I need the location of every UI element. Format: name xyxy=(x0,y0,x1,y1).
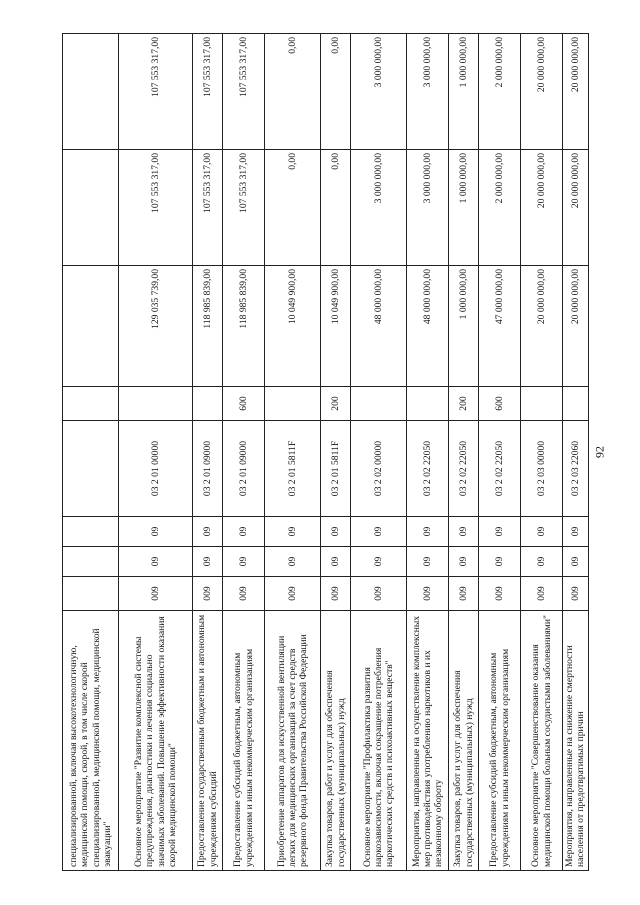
expense-type-code: 600 xyxy=(479,387,521,421)
section-code: 09 xyxy=(265,547,321,577)
target-article-code: 03 2 03 00000 xyxy=(521,421,563,517)
row-name: Предоставление субсидий бюджетным, автономным учреждениям и иным некоммерческим организациям xyxy=(223,611,265,871)
amount-year-1: 10 049 900,00 xyxy=(265,266,321,387)
target-article-code: 03 2 01 09000 xyxy=(223,421,265,517)
amount-year-3: 2 000 000,00 xyxy=(479,34,521,150)
table-row xyxy=(223,34,265,871)
amount-year-3: 107 553 317,00 xyxy=(119,34,193,150)
amount-year-2: 2 000 000,00 xyxy=(479,150,521,266)
target-article-code: 03 2 02 22050 xyxy=(407,421,449,517)
section-code: 09 xyxy=(119,547,193,577)
subsection-code: 09 xyxy=(119,517,193,547)
subsection-code: 09 xyxy=(407,517,449,547)
row-name: Закупка товаров, работ и услуг для обеспечения государственных (муниципальных) нужд xyxy=(321,611,351,871)
amount-year-2: 1 000 000,00 xyxy=(449,150,479,266)
amount-year-3: 107 553 317,00 xyxy=(193,34,223,150)
ministry-code: 009 xyxy=(479,577,521,611)
amount-year-2: 20 000 000,00 xyxy=(563,150,589,266)
amount-year-2: 3 000 000,00 xyxy=(407,150,449,266)
page-number: 92 xyxy=(592,446,607,458)
expense-type-code: 600 xyxy=(223,387,265,421)
row-name: Предоставление государственным бюджетным и автономным учреждениям субсидий xyxy=(193,611,223,871)
expense-type-code: 200 xyxy=(449,387,479,421)
amount-year-3: 3 000 000,00 xyxy=(351,34,407,150)
row-name: Закупка товаров, работ и услуг для обеспечения государственных (муниципальных) нужд xyxy=(449,611,479,871)
rotated-table-frame xyxy=(62,34,587,871)
target-article-code: 03 2 01 5811F xyxy=(265,421,321,517)
amount-year-3: 0,00 xyxy=(265,34,321,150)
table-row xyxy=(119,34,193,871)
expense-type-code: 200 xyxy=(321,387,351,421)
table-row xyxy=(563,34,589,871)
table-row xyxy=(63,34,119,871)
row-name: Основное мероприятие "Развитие комплексной системы предупреждения, диагностики и лечения социально значимых заболеваний. Повышение эффективности оказания скорой медицинской помощи" xyxy=(119,611,193,871)
amount-year-2: 0,00 xyxy=(321,150,351,266)
expense-type-code xyxy=(351,387,407,421)
target-article-code: 03 2 02 22050 xyxy=(479,421,521,517)
subsection-code: 09 xyxy=(563,517,589,547)
expense-type-code xyxy=(563,387,589,421)
section-code: 09 xyxy=(479,547,521,577)
amount-year-1: 20 000 000,00 xyxy=(563,266,589,387)
expense-type-code xyxy=(265,387,321,421)
amount-year-3 xyxy=(63,34,119,150)
ministry-code: 009 xyxy=(351,577,407,611)
expense-type-code xyxy=(63,387,119,421)
row-name: Основное мероприятие "Совершенствование оказания медицинской помощи больным сосудистыми заболеваниями" xyxy=(521,611,563,871)
amount-year-2: 20 000 000,00 xyxy=(521,150,563,266)
subsection-code: 09 xyxy=(223,517,265,547)
ministry-code: 009 xyxy=(407,577,449,611)
target-article-code: 03 2 01 00000 xyxy=(119,421,193,517)
row-name: Мероприятия, направленные на осуществление комплексных мер противодействия употреблению наркотиков и их незаконному обороту xyxy=(407,611,449,871)
amount-year-1: 129 035 739,00 xyxy=(119,266,193,387)
amount-year-2: 107 553 317,00 xyxy=(193,150,223,266)
row-name: специализированной, включая высокотехнологичную, медицинской помощи, скорой, в том числе скорой специализированной, медицинской помощи, медицинской эвакуации" xyxy=(63,611,119,871)
ministry-code: 009 xyxy=(563,577,589,611)
amount-year-3: 20 000 000,00 xyxy=(563,34,589,150)
amount-year-2: 0,00 xyxy=(265,150,321,266)
section-code: 09 xyxy=(563,547,589,577)
expense-type-code xyxy=(119,387,193,421)
table-row xyxy=(265,34,321,871)
ministry-code: 009 xyxy=(265,577,321,611)
amount-year-1 xyxy=(63,266,119,387)
target-article-code xyxy=(63,421,119,517)
table-row xyxy=(351,34,407,871)
section-code: 09 xyxy=(321,547,351,577)
section-code: 09 xyxy=(521,547,563,577)
amount-year-1: 47 000 000,00 xyxy=(479,266,521,387)
amount-year-1: 118 985 839,00 xyxy=(193,266,223,387)
row-name: Приобретение аппаратов для искусственной вентиляции легких для медицинских организаций за счет средств резервного фонда Правительства Российской Федерации xyxy=(265,611,321,871)
ministry-code: 009 xyxy=(193,577,223,611)
subsection-code: 09 xyxy=(351,517,407,547)
target-article-code: 03 2 01 5811F xyxy=(321,421,351,517)
ministry-code xyxy=(63,577,119,611)
subsection-code: 09 xyxy=(449,517,479,547)
table-body xyxy=(63,34,589,871)
amount-year-1: 10 049 900,00 xyxy=(321,266,351,387)
subsection-code: 09 xyxy=(479,517,521,547)
amount-year-2: 107 553 317,00 xyxy=(119,150,193,266)
amount-year-1: 118 985 839,00 xyxy=(223,266,265,387)
budget-table xyxy=(62,33,589,871)
amount-year-1: 48 000 000,00 xyxy=(407,266,449,387)
subsection-code: 09 xyxy=(521,517,563,547)
row-name: Мероприятия, направленные на снижение смертности населения от предотвратимых причин xyxy=(563,611,589,871)
table-row xyxy=(479,34,521,871)
amount-year-3: 107 553 317,00 xyxy=(223,34,265,150)
row-name: Основное мероприятие "Профилактика развития наркозависимости, включая сокращение потребления наркотических средств и психоактивных веществ" xyxy=(351,611,407,871)
subsection-code: 09 xyxy=(321,517,351,547)
amount-year-2: 3 000 000,00 xyxy=(351,150,407,266)
amount-year-1: 1 000 000,00 xyxy=(449,266,479,387)
table-row xyxy=(193,34,223,871)
section-code: 09 xyxy=(407,547,449,577)
subsection-code: 09 xyxy=(193,517,223,547)
table-row xyxy=(321,34,351,871)
target-article-code: 03 2 03 22060 xyxy=(563,421,589,517)
amount-year-3: 1 000 000,00 xyxy=(449,34,479,150)
table-row xyxy=(407,34,449,871)
expense-type-code xyxy=(521,387,563,421)
amount-year-3: 20 000 000,00 xyxy=(521,34,563,150)
target-article-code: 03 2 02 22050 xyxy=(449,421,479,517)
ministry-code: 009 xyxy=(223,577,265,611)
target-article-code: 03 2 01 09000 xyxy=(193,421,223,517)
row-name: Предоставление субсидий бюджетным, автономным учреждениям и иным некоммерческим организациям xyxy=(479,611,521,871)
section-code: 09 xyxy=(193,547,223,577)
expense-type-code xyxy=(407,387,449,421)
expense-type-code xyxy=(193,387,223,421)
section-code: 09 xyxy=(449,547,479,577)
amount-year-2: 107 553 317,00 xyxy=(223,150,265,266)
subsection-code: 09 xyxy=(265,517,321,547)
budget-table-container xyxy=(62,34,587,871)
ministry-code: 009 xyxy=(521,577,563,611)
ministry-code: 009 xyxy=(449,577,479,611)
ministry-code: 009 xyxy=(321,577,351,611)
table-row xyxy=(521,34,563,871)
section-code: 09 xyxy=(223,547,265,577)
amount-year-3: 0,00 xyxy=(321,34,351,150)
subsection-code xyxy=(63,517,119,547)
ministry-code: 009 xyxy=(119,577,193,611)
amount-year-3: 3 000 000,00 xyxy=(407,34,449,150)
target-article-code: 03 2 02 00000 xyxy=(351,421,407,517)
amount-year-1: 48 000 000,00 xyxy=(351,266,407,387)
amount-year-2 xyxy=(63,150,119,266)
section-code xyxy=(63,547,119,577)
table-row xyxy=(449,34,479,871)
amount-year-1: 20 000 000,00 xyxy=(521,266,563,387)
section-code: 09 xyxy=(351,547,407,577)
